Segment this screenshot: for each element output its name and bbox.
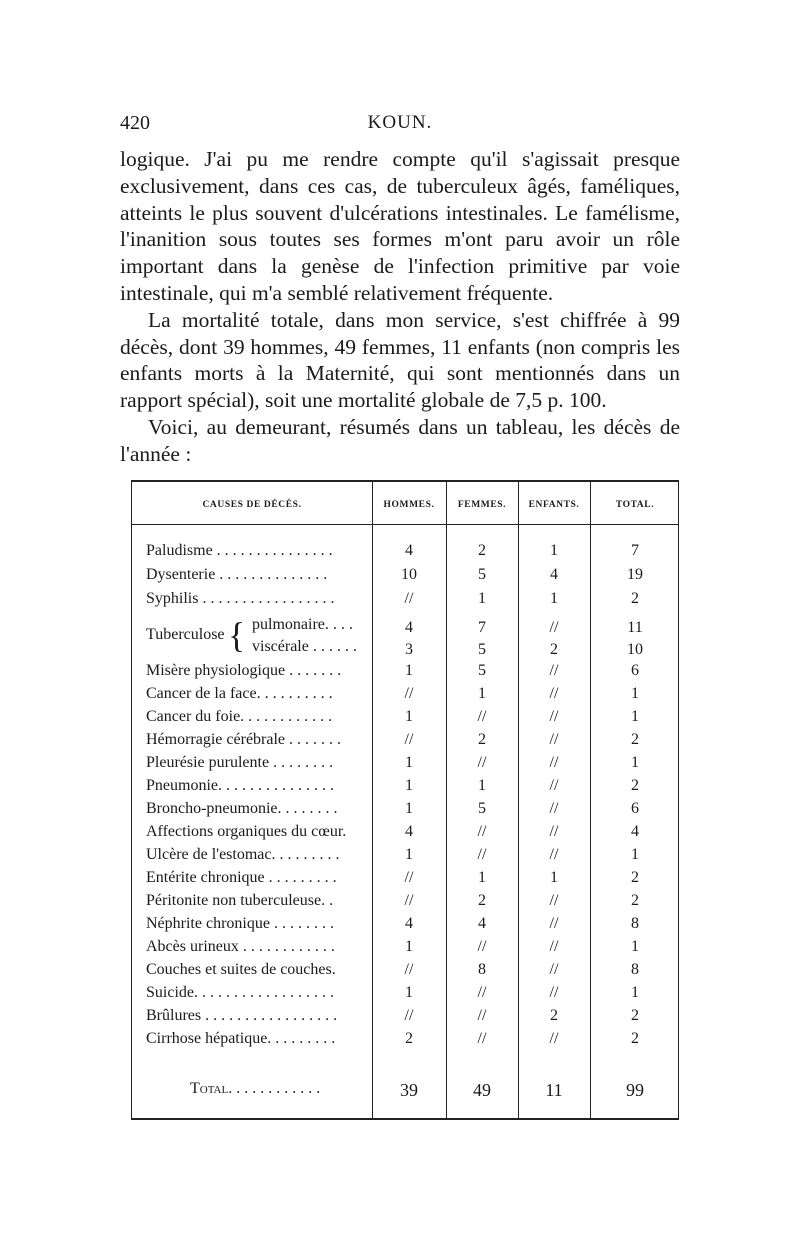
- hommes-value: 1: [405, 984, 413, 1001]
- femmes-value: //: [477, 984, 487, 1001]
- hommes-value: 1: [405, 754, 413, 771]
- femmes-value: //: [477, 1030, 487, 1047]
- table-row: [132, 915, 680, 938]
- cause-label: Hémorragie cérébrale . . . . . . .: [146, 731, 342, 748]
- hommes-value: //: [404, 961, 414, 978]
- total-value: 2: [631, 1030, 639, 1047]
- cause-label: Pleurésie purulente . . . . . . . .: [146, 754, 334, 771]
- hommes-value: 1: [405, 800, 413, 817]
- enfants-value: //: [549, 823, 559, 840]
- enfants-value: //: [549, 685, 559, 702]
- cause-label: Paludisme . . . . . . . . . . . . . . .: [146, 542, 333, 559]
- cause-label: Péritonite non tuberculeuse. .: [146, 892, 334, 909]
- table-row: [132, 542, 680, 565]
- hommes-value: 1: [405, 708, 413, 725]
- table-row: [132, 869, 680, 892]
- header-total: TOTAL.: [615, 500, 655, 510]
- total-value: 4: [631, 823, 639, 840]
- hommes-value: 4: [405, 823, 413, 840]
- enfants-value: //: [549, 846, 559, 863]
- femmes-value: 5: [478, 800, 486, 817]
- femmes-value: 2: [478, 731, 486, 748]
- total-value: 8: [631, 961, 639, 978]
- cause-label: Néphrite chronique . . . . . . . .: [146, 915, 334, 932]
- enfants-value: //: [549, 984, 559, 1001]
- cause-label: Cancer du foie. . . . . . . . . . . .: [146, 708, 333, 725]
- table-row: [132, 1030, 680, 1053]
- total-value: 1: [631, 984, 639, 1001]
- cause-label: Entérite chronique . . . . . . . . .: [146, 869, 337, 886]
- total-value: 2: [631, 1007, 639, 1024]
- femmes-value: //: [477, 754, 487, 771]
- total-value: 2: [631, 777, 639, 794]
- hommes-value: //: [404, 892, 414, 909]
- tuberculose-group: [132, 614, 680, 662]
- femmes-value: 8: [478, 961, 486, 978]
- hommes-value: 2: [405, 1030, 413, 1047]
- hommes-value: 4: [405, 619, 413, 636]
- hommes-total: 39: [400, 1080, 418, 1100]
- cause-label: Broncho-pneumonie. . . . . . . .: [146, 800, 338, 817]
- subcause-label: pulmonaire. . . .: [252, 616, 353, 633]
- enfants-total: 11: [545, 1080, 563, 1100]
- table-row: [132, 892, 680, 915]
- cause-label: Cancer de la face. . . . . . . . . .: [146, 685, 333, 702]
- enfants-value: //: [549, 915, 559, 932]
- hommes-value: 10: [401, 566, 417, 583]
- paragraph-3: Voici, au demeurant, résumés dans un tableau, les décès de l'année :: [120, 414, 680, 466]
- enfants-value: //: [549, 708, 559, 725]
- femmes-total: 49: [473, 1080, 491, 1100]
- femmes-value: //: [477, 938, 487, 955]
- femmes-value: 2: [478, 542, 486, 559]
- total-value: 1: [631, 685, 639, 702]
- cause-label: Misère physiologique . . . . . . .: [146, 662, 342, 679]
- enfants-value: 1: [550, 542, 558, 559]
- table-row: [132, 938, 680, 961]
- femmes-value: 1: [478, 590, 486, 607]
- femmes-value: //: [477, 846, 487, 863]
- total-value: 1: [631, 846, 639, 863]
- hommes-value: 4: [405, 915, 413, 932]
- total-value: 1: [631, 754, 639, 771]
- hommes-value: 4: [405, 542, 413, 559]
- table-row: [132, 984, 680, 1007]
- femmes-value: 5: [478, 566, 486, 583]
- enfants-value: 4: [550, 566, 558, 583]
- cause-label: Dysenterie . . . . . . . . . . . . . .: [146, 566, 328, 583]
- hommes-value: //: [404, 685, 414, 702]
- enfants-value: //: [549, 800, 559, 817]
- table-row: [132, 754, 680, 777]
- table-row: [132, 685, 680, 708]
- tuberculose-label: Tuberculose: [146, 626, 225, 643]
- cause-label: Suicide. . . . . . . . . . . . . . . . . .: [146, 984, 334, 1001]
- table-row: [132, 708, 680, 731]
- paragraph-2: La mortalité totale, dans mon service, s'est chiffrée à 99 décès, dont 39 hommes, 49 femmes, 11 enfants (non compris les enfants morts à la Maternité, qui sont mentionnés dans un rapport spécial), soit une mortalité globale de 7,5 p. 100.: [120, 307, 680, 413]
- total-value: 2: [631, 869, 639, 886]
- total-value: 19: [627, 566, 643, 583]
- enfants-value: 2: [550, 641, 558, 658]
- paragraph-1: logique. J'ai pu me rendre compte qu'il s'agissait presque exclusivement, dans ces cas, de tuberculeux âgés, faméliques, atteints le plus souvent d'ulcérations intestinales. Le famélisme, l'inanition sous toutes ses formes m'ont paru avoir un rôle important dans la genèse de l'infection primitive par voie intestinale, qui m'a semblé relativement fréquente.: [120, 147, 680, 305]
- header-femmes: FEMMES.: [457, 500, 507, 510]
- header-enfants: ENFANTS.: [528, 500, 580, 510]
- enfants-value: //: [549, 777, 559, 794]
- enfants-value: //: [549, 662, 559, 679]
- femmes-value: //: [477, 708, 487, 725]
- enfants-value: 1: [550, 869, 558, 886]
- table-row: [132, 731, 680, 754]
- table-row: [132, 846, 680, 869]
- hommes-value: 1: [405, 938, 413, 955]
- enfants-value: //: [549, 619, 559, 636]
- enfants-value: //: [549, 961, 559, 978]
- femmes-value: 4: [478, 915, 486, 932]
- hommes-value: //: [404, 590, 414, 607]
- femmes-value: 2: [478, 892, 486, 909]
- grand-total: 99: [626, 1080, 644, 1100]
- hommes-value: 1: [405, 662, 413, 679]
- header-causes: CAUSES DE DÉCÈS.: [202, 500, 302, 510]
- hommes-value: //: [404, 869, 414, 886]
- header-hommes: HOMMES.: [383, 500, 435, 510]
- table-row: [132, 566, 680, 589]
- running-head: KOUN.: [367, 112, 433, 133]
- cause-label: Brûlures . . . . . . . . . . . . . . . . .: [146, 1007, 338, 1024]
- total-value: 2: [631, 590, 639, 607]
- total-label: Total. . . . . . . . . . . .: [190, 1080, 321, 1097]
- hommes-value: 1: [405, 846, 413, 863]
- cause-label: Affections organiques du cœur.: [146, 823, 347, 840]
- total-value: 1: [631, 938, 639, 955]
- cause-label: Abcès urineux . . . . . . . . . . . .: [146, 938, 335, 955]
- femmes-value: 1: [478, 685, 486, 702]
- total-value: 7: [631, 542, 639, 559]
- table-row: [132, 662, 680, 685]
- femmes-value: 5: [478, 662, 486, 679]
- mortality-table: [131, 480, 679, 1120]
- total-value: 6: [631, 800, 639, 817]
- hommes-value: 1: [405, 777, 413, 794]
- enfants-value: //: [549, 754, 559, 771]
- total-value: 8: [631, 915, 639, 932]
- cause-label: Ulcère de l'estomac. . . . . . . . .: [146, 846, 340, 863]
- hommes-value: //: [404, 731, 414, 748]
- total-value: 11: [627, 619, 643, 636]
- total-value: 6: [631, 662, 639, 679]
- enfants-value: //: [549, 731, 559, 748]
- brace: {: [228, 615, 246, 655]
- cause-label: Cirrhose hépatique. . . . . . . . .: [146, 1030, 336, 1047]
- hommes-value: 3: [405, 641, 413, 658]
- enfants-value: //: [549, 1030, 559, 1047]
- femmes-value: 5: [478, 641, 486, 658]
- total-value: 2: [631, 731, 639, 748]
- enfants-value: 2: [550, 1007, 558, 1024]
- femmes-value: 1: [478, 869, 486, 886]
- subcause-label: viscérale . . . . . .: [252, 638, 357, 655]
- enfants-value: 1: [550, 590, 558, 607]
- total-value: 1: [631, 708, 639, 725]
- cause-label: Pneumonie. . . . . . . . . . . . . . .: [146, 777, 334, 794]
- enfants-value: //: [549, 892, 559, 909]
- table-row: [132, 800, 680, 823]
- total-value: 10: [627, 641, 643, 658]
- cause-label: Couches et suites de couches.: [146, 961, 336, 978]
- table-row: [132, 1007, 680, 1030]
- cause-label: Syphilis . . . . . . . . . . . . . . . . .: [146, 590, 335, 607]
- body-text: [120, 146, 680, 468]
- hommes-value: //: [404, 1007, 414, 1024]
- total-value: 2: [631, 892, 639, 909]
- table-row: [132, 823, 680, 846]
- table-row: [132, 590, 680, 613]
- table-row: [132, 961, 680, 984]
- table-row: [132, 777, 680, 800]
- page-number: 420: [120, 112, 150, 134]
- femmes-value: //: [477, 823, 487, 840]
- femmes-value: 1: [478, 777, 486, 794]
- enfants-value: //: [549, 938, 559, 955]
- femmes-value: //: [477, 1007, 487, 1024]
- header-rule: [132, 524, 678, 525]
- femmes-value: 7: [478, 619, 486, 636]
